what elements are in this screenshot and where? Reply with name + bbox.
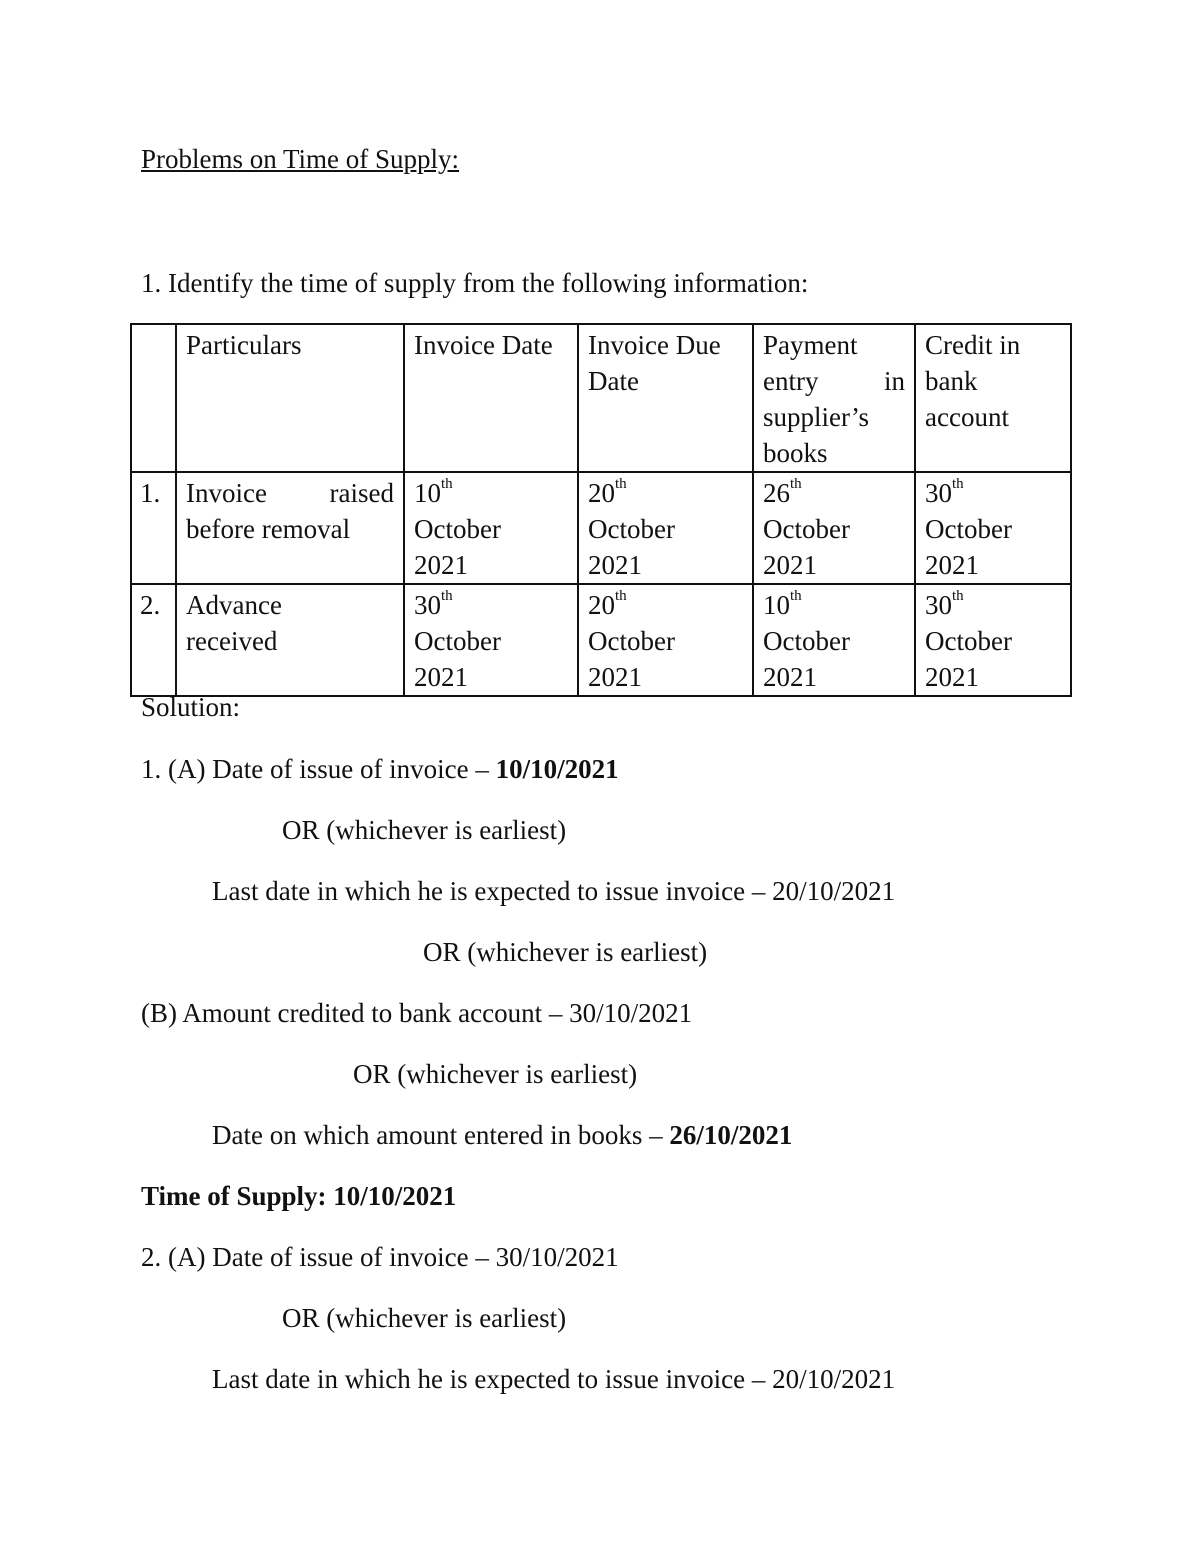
date-cell: 26th October 2021: [753, 472, 915, 584]
solution-heading: Solution:: [141, 692, 241, 722]
time-of-supply-answer: Time of Supply: 10/10/2021: [141, 1181, 457, 1211]
date-cell: 30th October 2021: [915, 472, 1071, 584]
solution-1-books-date: 26/10/2021: [669, 1120, 793, 1150]
date-cell: 20th October 2021: [578, 584, 753, 696]
date-cell: 20th October 2021: [578, 472, 753, 584]
solution-1-last-date: Last date in which he is expected to issue invoice – 20/10/2021: [212, 876, 896, 906]
solution-1a-date: 10/10/2021: [495, 754, 619, 784]
row-index: 2.: [131, 584, 176, 696]
solution-2-last-date: Last date in which he is expected to issue invoice – 20/10/2021: [212, 1364, 896, 1394]
table-header-row: [131, 324, 1071, 472]
solution-1b: (B) Amount credited to bank account – 30/10/2021: [141, 998, 693, 1028]
date-cell: 30th October 2021: [915, 584, 1071, 696]
solution-2a: 2. (A) Date of issue of invoice – 30/10/2021: [141, 1242, 619, 1272]
header-particulars: Particulars: [176, 324, 404, 472]
table-row: [131, 584, 1071, 696]
row-particulars: Advance received: [176, 584, 404, 696]
or-line: OR (whichever is earliest): [423, 937, 708, 967]
date-cell: 10th October 2021: [753, 584, 915, 696]
or-line: OR (whichever is earliest): [282, 1303, 567, 1333]
or-line: OR (whichever is earliest): [353, 1059, 638, 1089]
solution-1-books: Date on which amount entered in books – 26/10/2021: [212, 1120, 793, 1150]
header-credit-bank-text: Credit in bank account: [925, 330, 1021, 432]
header-credit-bank: [915, 324, 1071, 472]
header-invoice-date: Invoice Date: [404, 324, 578, 472]
date-cell: 10th October 2021: [404, 472, 578, 584]
header-payment-entry-text: Payment entry in supplier’s books: [763, 330, 905, 468]
question-text: 1. Identify the time of supply from the following information:: [141, 268, 809, 298]
header-payment-entry: [753, 324, 915, 472]
solution-1a: 1. (A) Date of issue of invoice – 10/10/2021: [141, 754, 619, 784]
header-index: [131, 324, 176, 472]
page-title: Problems on Time of Supply:: [141, 144, 460, 174]
or-line: OR (whichever is earliest): [282, 815, 567, 845]
supply-table: [130, 323, 1072, 697]
row-particulars: Invoice raised before removal: [176, 472, 404, 584]
header-invoice-due-date: Invoice Due Date: [578, 324, 753, 472]
table-row: [131, 472, 1071, 584]
row-index: 1.: [131, 472, 176, 584]
date-cell: 30th October 2021: [404, 584, 578, 696]
